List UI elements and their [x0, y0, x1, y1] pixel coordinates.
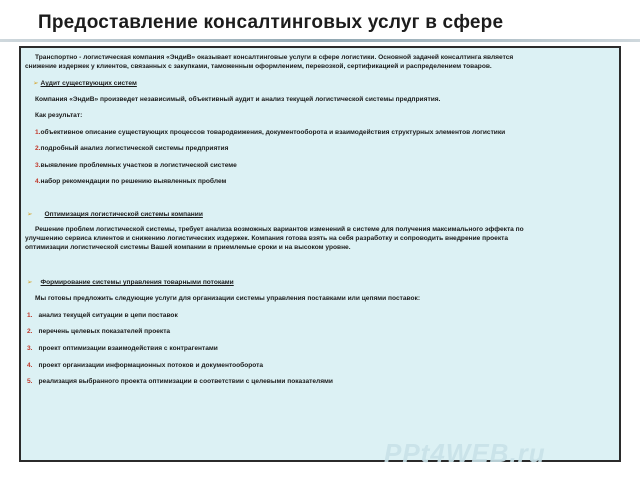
audit-text: Компания «ЭндиВ» произведет независимый, объективный аудит и анализ текущей логистической системы предприятия.	[35, 96, 441, 103]
audit-item: 1.объективное описание существующих процессов товародвижения, документооборота и взаимодействия структурных элементов логистики	[35, 129, 506, 136]
supply-item: 4. проект организации информационных потоков и документооборота	[27, 362, 264, 369]
arrow-bullet-icon: ➢	[27, 279, 33, 286]
slide-title: Предоставление консалтинговых услуг в сфере	[38, 12, 504, 33]
supply-item: 1. анализ текущей ситуации в цепи поставок	[27, 312, 178, 319]
arrow-bullet-icon: ➢	[33, 80, 39, 87]
title-divider	[0, 39, 640, 42]
supply-item: 3. проект оптимизации взаимодействия с контрагентами	[27, 345, 218, 352]
watermark-logo: PPt4WEB.ru	[384, 438, 546, 468]
intro-line-2: снижение издержек у клиентов, связанных с закупками, таможенным оформлением, перевозкой, сертификацией и распределением товаров.	[25, 63, 492, 70]
optimization-line-1: Решение проблем логистической системы, требует анализа возможных вариантов изменений в системе для получения максимального эффекта по	[35, 226, 524, 233]
arrow-bullet-icon: ➢	[27, 211, 33, 218]
supply-item: 5. реализация выбранного проекта оптимизации в соответствии с целевыми показателями	[27, 378, 333, 385]
optimization-line-3: оптимизации логистической системы Вашей компании в приемлемые сроки и на высоком уровне.	[25, 244, 351, 251]
optimization-line-2: улучшению сервиса клиентов и снижению логистических издержек. Компания готова взять на себя разработку и сопроводить внедрение проекта	[25, 235, 509, 242]
optimization-heading: Оптимизация логистической системы компании	[44, 211, 203, 218]
content-box	[19, 46, 621, 462]
audit-item: 4.набор рекомендации по решению выявленных проблем	[35, 178, 227, 185]
intro-line-1: Транспортно - логистическая компания «ЭндиВ» оказывает консалтинговые услуги в сфере логистики. Основной задачей консалтинга является	[35, 54, 514, 61]
supply-item: 2. перечень целевых показателей проекта	[27, 328, 171, 335]
optimization-heading-row	[27, 211, 203, 219]
audit-item: 3.выявление проблемных участков в логистической системе	[35, 162, 237, 169]
supply-intro: Мы готовы предложить следующие услуги для организации системы управления поставками или цепями поставок:	[35, 295, 421, 302]
audit-item: 2.подробный анализ логистической системы предприятия	[35, 145, 229, 152]
audit-heading: Аудит существующих систем	[40, 80, 137, 87]
audit-heading-row	[33, 80, 137, 88]
supply-heading-row	[27, 279, 234, 287]
supply-heading: Формирование системы управления товарными потоками	[40, 279, 234, 286]
audit-result-label: Как результат:	[35, 112, 83, 119]
